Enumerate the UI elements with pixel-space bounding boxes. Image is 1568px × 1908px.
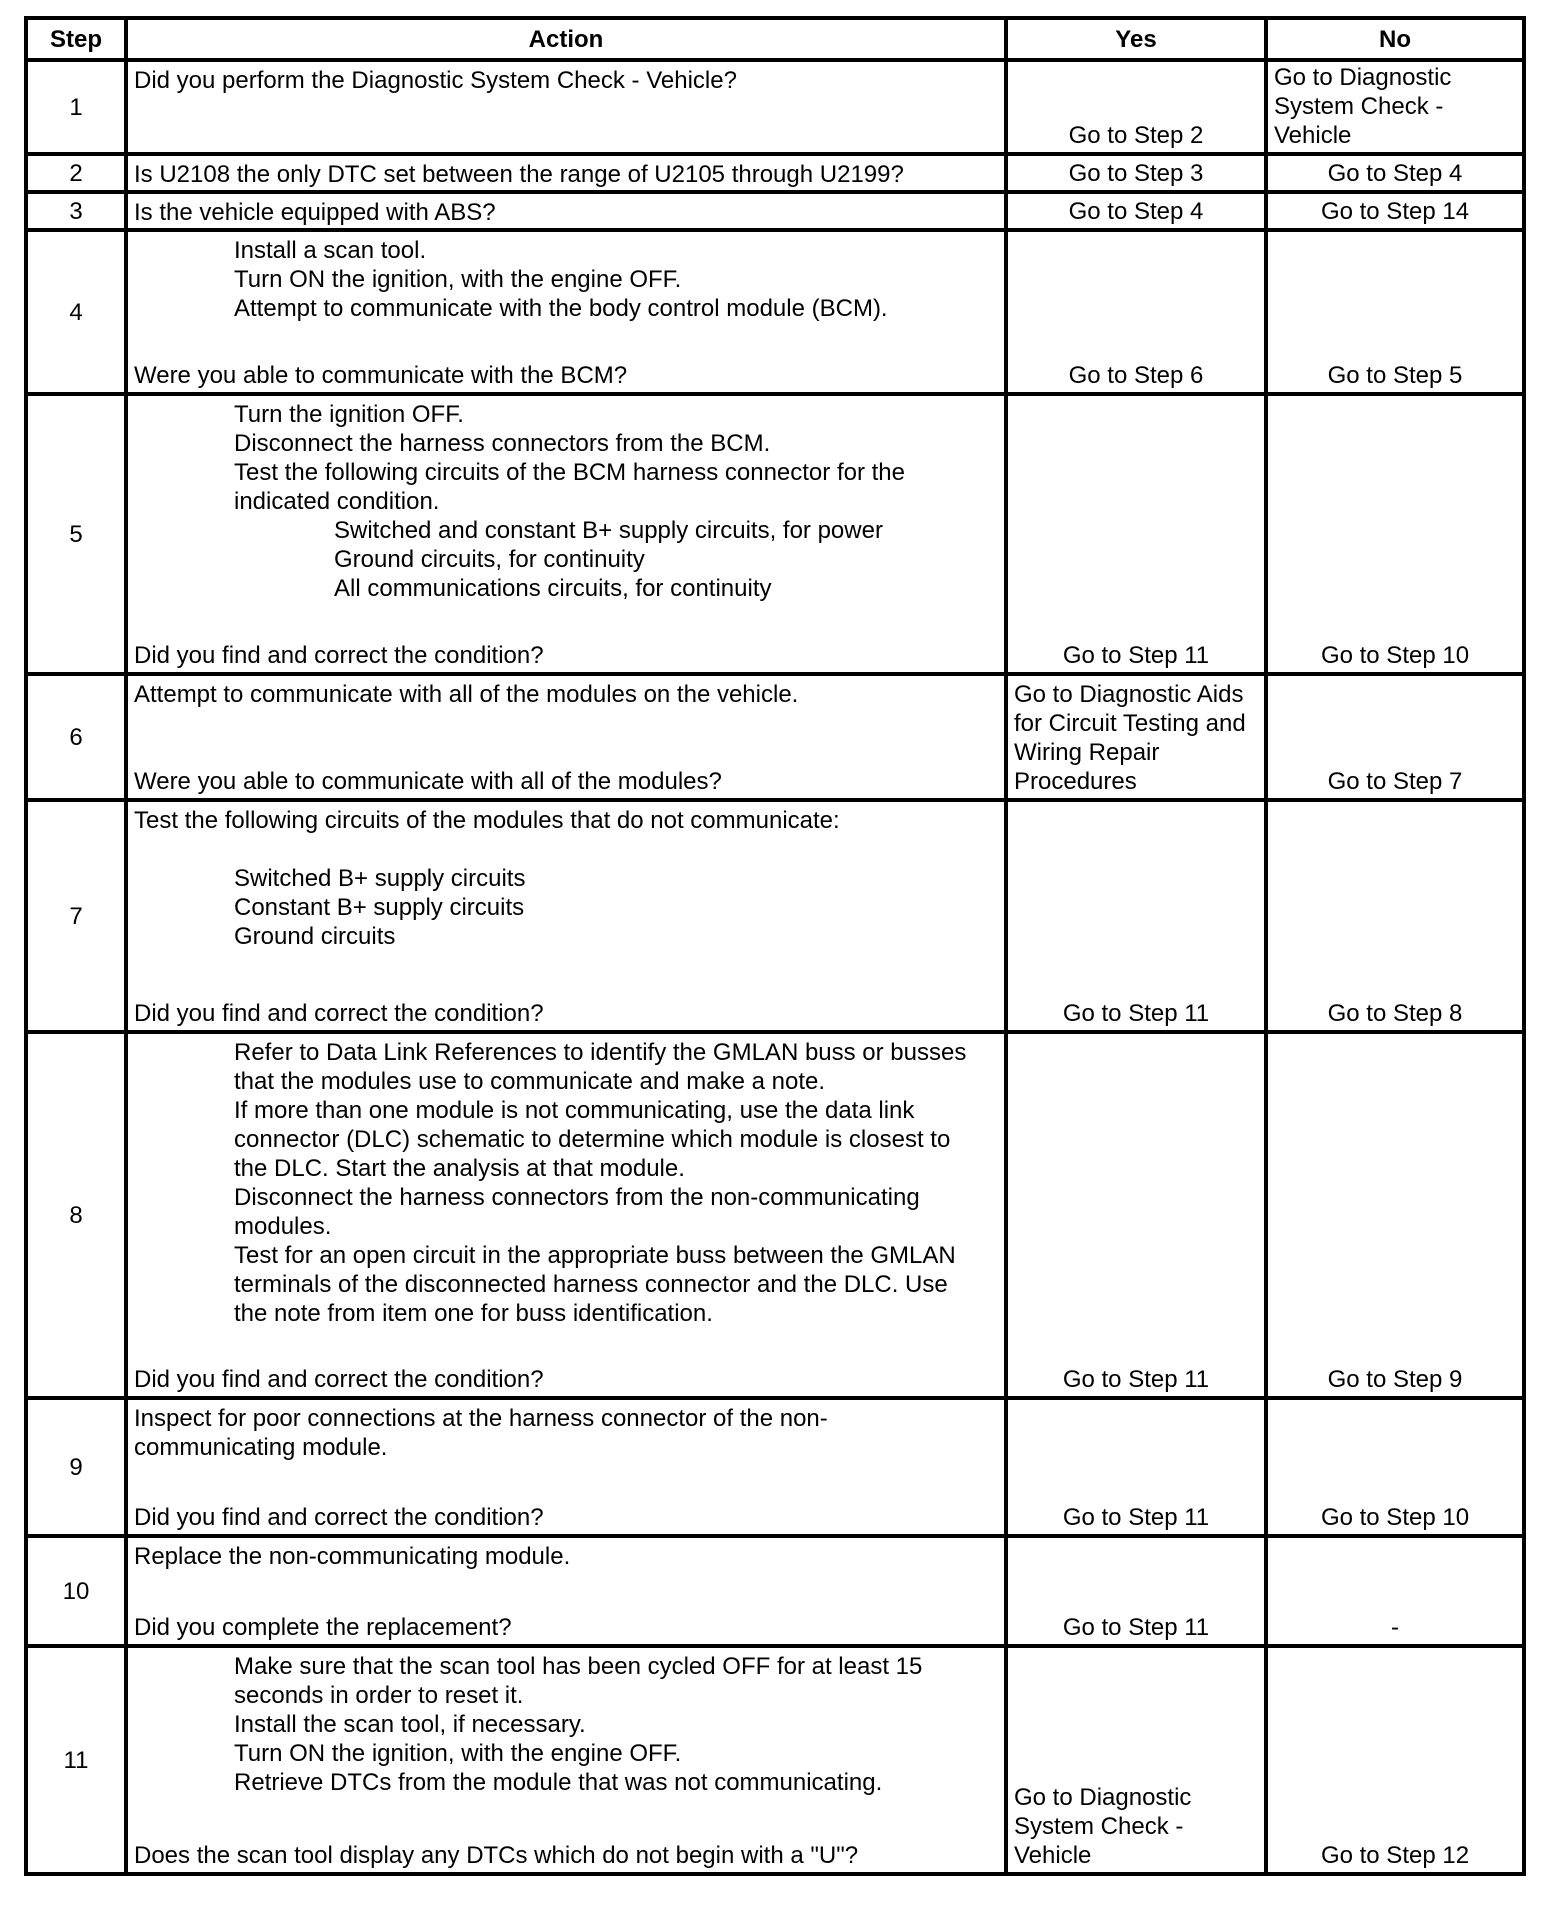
no-text: Go to Step 9 [1327, 1366, 1463, 1393]
no-cell [1266, 1646, 1524, 1874]
yes-text: Go to Step 11 [1062, 1614, 1210, 1641]
yes-cell [1006, 154, 1266, 192]
action-step: Install a scan tool. [234, 237, 427, 264]
action-step: Install the scan tool, if necessary. [234, 1711, 586, 1738]
no-cell [1266, 154, 1524, 192]
action-question: Were you able to communicate with all of the modules? [134, 768, 722, 795]
action-intro: Test the following circuits of the modules that do not communicate: [134, 807, 840, 834]
table-row [26, 800, 1524, 1032]
diagnostic-table [24, 16, 1526, 1876]
yes-text: Go to Step 11 [1062, 1000, 1210, 1027]
no-cell [1266, 394, 1524, 674]
action-cell [126, 674, 1006, 800]
no-text: Go to Step 12 [1320, 1842, 1470, 1869]
no-text: Go to Step 8 [1327, 1000, 1463, 1027]
step-number: 8 [26, 1032, 126, 1398]
no-text: Go to Step 10 [1320, 642, 1470, 669]
action-cell [126, 60, 1006, 154]
no-text: System Check - [1274, 93, 1444, 120]
action-cell [126, 192, 1006, 230]
step-number: 5 [26, 394, 126, 674]
action-step: Disconnect the harness connectors from the BCM. [234, 430, 771, 457]
action-question: Were you able to communicate with the BCM? [134, 362, 628, 389]
action-step: that the modules use to communicate and make a note. [234, 1068, 826, 1095]
action-step: Switched B+ supply circuits [234, 865, 526, 892]
yes-cell [1006, 1398, 1266, 1536]
no-cell [1266, 192, 1524, 230]
yes-text: Go to Step 4 [1068, 198, 1204, 225]
step-number: 1 [26, 60, 126, 154]
action-step: Turn ON the ignition, with the engine OFF. [234, 266, 682, 293]
step-number: 4 [26, 230, 126, 394]
yes-cell [1006, 1032, 1266, 1398]
header-no: No [1266, 18, 1524, 60]
action-question: Did you find and correct the condition? [134, 1366, 544, 1393]
yes-text: Go to Diagnostic Aids [1014, 681, 1244, 708]
yes-cell [1006, 674, 1266, 800]
yes-cell [1006, 394, 1266, 674]
no-text: Go to Step 4 [1327, 160, 1463, 187]
step-number: 3 [26, 192, 126, 230]
action-step: Turn the ignition OFF. [234, 401, 464, 428]
action-question: Does the scan tool display any DTCs which do not begin with a "U"? [134, 1842, 859, 1869]
table-row [26, 1032, 1524, 1398]
no-cell [1266, 674, 1524, 800]
action-cell [126, 154, 1006, 192]
yes-text: for Circuit Testing and [1014, 710, 1246, 737]
yes-text: Procedures [1014, 768, 1137, 795]
action-step: the note from item one for buss identification. [234, 1300, 713, 1327]
action-step: Ground circuits [234, 923, 396, 950]
no-text: Go to Diagnostic [1274, 64, 1452, 91]
no-text: Go to Step 14 [1320, 198, 1470, 225]
yes-text: Go to Step 6 [1068, 362, 1204, 389]
action-step: Attempt to communicate with the body control module (BCM). [234, 295, 888, 322]
yes-text: Go to Step 11 [1062, 642, 1210, 669]
action-cell [126, 1536, 1006, 1646]
action-step: Disconnect the harness connectors from the non-communicating [234, 1184, 920, 1211]
step-number: 11 [26, 1646, 126, 1874]
yes-cell [1006, 60, 1266, 154]
action-cell [126, 1398, 1006, 1536]
no-cell [1266, 60, 1524, 154]
action-text: Did you perform the Diagnostic System Check - Vehicle? [134, 67, 737, 94]
step-number: 9 [26, 1398, 126, 1536]
yes-text: Go to Step 2 [1068, 122, 1204, 149]
action-step: Refer to Data Link References to identify the GMLAN buss or busses [234, 1039, 967, 1066]
no-cell [1266, 1398, 1524, 1536]
action-step: connector (DLC) schematic to determine which module is closest to [234, 1126, 951, 1153]
header-step: Step [26, 18, 126, 60]
table-row [26, 1646, 1524, 1874]
table-row [26, 674, 1524, 800]
action-step: Test for an open circuit in the appropriate buss between the GMLAN [234, 1242, 956, 1269]
action-cell [126, 1032, 1006, 1398]
yes-text: Go to Step 11 [1062, 1366, 1210, 1393]
action-step: Test the following circuits of the BCM harness connector for the [234, 459, 905, 486]
table-row [26, 1398, 1524, 1536]
action-cell [126, 230, 1006, 394]
yes-text: Go to Step 11 [1062, 1504, 1210, 1531]
action-text: Is U2108 the only DTC set between the range of U2105 through U2199? [134, 161, 904, 188]
yes-text: Go to Step 3 [1068, 160, 1204, 187]
action-substep: Ground circuits, for continuity [334, 546, 645, 573]
yes-text: Go to Diagnostic [1014, 1784, 1192, 1811]
no-text: Go to Step 5 [1327, 362, 1463, 389]
table-row [26, 60, 1524, 154]
yes-text: Wiring Repair [1014, 739, 1160, 766]
no-cell [1266, 230, 1524, 394]
no-text: - [1391, 1614, 1399, 1641]
action-step: Constant B+ supply circuits [234, 894, 525, 921]
table-row [26, 230, 1524, 394]
step-number: 2 [26, 154, 126, 192]
action-intro: Replace the non-communicating module. [134, 1543, 571, 1570]
table-row [26, 394, 1524, 674]
action-cell [126, 1646, 1006, 1874]
table-row [26, 192, 1524, 230]
action-question: Did you find and correct the condition? [134, 1504, 544, 1531]
no-cell [1266, 1032, 1524, 1398]
header-row [26, 18, 1524, 60]
action-intro: Attempt to communicate with all of the modules on the vehicle. [134, 681, 799, 708]
yes-cell [1006, 1646, 1266, 1874]
no-cell [1266, 1536, 1524, 1646]
step-number: 10 [26, 1536, 126, 1646]
action-question: Did you find and correct the condition? [134, 1000, 544, 1027]
no-text: Vehicle [1274, 122, 1352, 149]
no-cell [1266, 800, 1524, 1032]
step-number: 7 [26, 800, 126, 1032]
yes-cell [1006, 1536, 1266, 1646]
action-step: the DLC. Start the analysis at that module. [234, 1155, 685, 1182]
no-text: Go to Step 10 [1320, 1504, 1470, 1531]
action-step: If more than one module is not communicating, use the data link [234, 1097, 915, 1124]
action-step: Turn ON the ignition, with the engine OFF. [234, 1740, 682, 1767]
action-step: modules. [234, 1213, 332, 1240]
action-text: Is the vehicle equipped with ABS? [134, 199, 496, 226]
header-action: Action [126, 18, 1006, 60]
action-question: Did you complete the replacement? [134, 1614, 512, 1641]
action-cell [126, 800, 1006, 1032]
action-step: Make sure that the scan tool has been cycled OFF for at least 15 [234, 1653, 923, 1680]
yes-cell [1006, 192, 1266, 230]
action-step: indicated condition. [234, 488, 440, 515]
action-question: Did you find and correct the condition? [134, 642, 544, 669]
action-substep: All communications circuits, for continuity [334, 575, 772, 602]
action-step: Retrieve DTCs from the module that was not communicating. [234, 1769, 883, 1796]
action-substep: Switched and constant B+ supply circuits, for power [334, 517, 883, 544]
action-step: terminals of the disconnected harness connector and the DLC. Use [234, 1271, 948, 1298]
header-yes: Yes [1006, 18, 1266, 60]
action-step: seconds in order to reset it. [234, 1682, 524, 1709]
yes-text: Vehicle [1014, 1842, 1092, 1869]
no-text: Go to Step 7 [1327, 768, 1463, 795]
table-row [26, 154, 1524, 192]
action-intro: communicating module. [134, 1434, 388, 1461]
yes-text: System Check - [1014, 1813, 1184, 1840]
yes-cell [1006, 230, 1266, 394]
yes-cell [1006, 800, 1266, 1032]
action-cell [126, 394, 1006, 674]
action-intro: Inspect for poor connections at the harness connector of the non- [134, 1405, 828, 1432]
step-number: 6 [26, 674, 126, 800]
table-row [26, 1536, 1524, 1646]
